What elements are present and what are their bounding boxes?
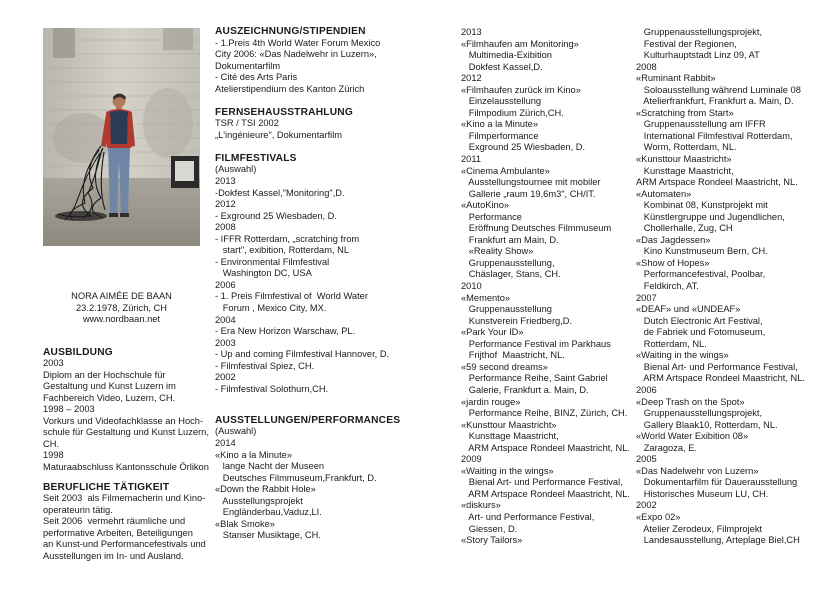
text-line: Kunsttage Maastricht,	[636, 165, 734, 176]
text-line: 2010	[461, 281, 482, 292]
artist-name: NORA AIMÉE DE BAAN	[71, 291, 172, 301]
text-line: Kulturhauptstadt Linz 09, AT	[636, 50, 760, 61]
text-line: Multimedia-Exibition	[461, 50, 552, 61]
text-line: «Waiting in the wings»	[461, 465, 554, 476]
text-line: - Era New Horizon Warschaw, PL.	[215, 326, 356, 337]
text-line: Festival der Regionen,	[636, 38, 737, 49]
text-line: - Cité des Arts Paris	[215, 72, 298, 83]
text-line: Chollerhalle, Zug, CH	[636, 223, 733, 234]
text-line: Galerie, Frankfurt a. Main, D.	[461, 384, 589, 395]
website-link[interactable]: www.nordbaan.net	[82, 314, 160, 325]
spacer	[215, 395, 400, 407]
text-line: (Auswahl)	[215, 426, 257, 437]
column-awards-festivals	[215, 26, 400, 542]
text-line: 1998 – 2003	[43, 404, 95, 415]
text-line: Gruppenausstellung am IFFR	[636, 119, 766, 130]
text-line: Forum , Mexico City, MX.	[215, 303, 327, 314]
text-line: «Story Tailors»	[461, 535, 523, 546]
text-line: «Blak Smoke»	[215, 518, 275, 529]
text-line: Feldkirch, AT.	[636, 281, 699, 292]
text-line: Seit 2003 als Filmemacherin und Kino-	[43, 493, 206, 504]
birth-info: 23.2.1978, Zürich, CH	[76, 302, 167, 313]
text-line: 2011	[461, 154, 481, 165]
text-line: «Waiting in the wings»	[636, 350, 729, 361]
text-line: Engländerbau,Vaduz,LI.	[215, 507, 322, 518]
text-line: TSR / TSI 2002	[215, 118, 279, 129]
text-line: Seit 2006 vermehrt räumliche und	[43, 516, 186, 527]
text-line: de Fabriek und Fotomuseum,	[636, 327, 766, 338]
spacer	[43, 474, 209, 482]
text-line: 2006	[636, 384, 657, 395]
text-line: Deutsches Filmmuseum,Frankfurt, D.	[215, 472, 377, 483]
text-line: Bienal Art- und Performance Festival,	[461, 477, 623, 488]
text-line: Frijthof Maastricht, NL.	[461, 350, 565, 361]
section-heading: AUSZEICHNUNG/STIPENDIEN	[215, 26, 366, 37]
text-line: - Filmfestival Spiez, CH.	[215, 360, 315, 371]
text-line: Frankfurt am Main, D.	[461, 234, 559, 245]
text-line: - Exground 25 Wiesbaden, D.	[215, 210, 337, 221]
text-line: Diplom an der Hochschule für	[43, 369, 166, 380]
text-line: 2013	[215, 176, 236, 187]
text-line: 2013	[461, 27, 482, 37]
text-line: lange Nacht der Museen	[215, 461, 325, 472]
text-line: Filmperformance	[461, 130, 539, 141]
text-line: CH.	[43, 438, 60, 449]
text-line: ARM Artspace Rondeel Maastricht, NL.	[636, 177, 798, 188]
text-line: «Kino a la Minute»	[461, 119, 539, 130]
text-line: Künstlergruppe und Jugendlichen,	[636, 211, 785, 222]
text-line: ARM Artspace Rondeel Maastricht, NL.	[636, 373, 805, 384]
text-line: «Automaten»	[636, 188, 692, 199]
text-line: «Filmhaufen zurück im Kino»	[461, 84, 581, 95]
text-line: Washington DC, USA	[215, 268, 312, 279]
text-line: performative Arbeiten, Beteiligungen	[43, 527, 193, 538]
text-line: Atelier Zerodeux, Filmprojekt	[636, 523, 763, 534]
section-heading: AUSSTELLUNGEN/PERFORMANCES	[215, 414, 401, 426]
text-line: (Auswahl)	[215, 164, 257, 175]
text-line: Performance Reihe, BINZ, Zürich, CH.	[461, 408, 628, 419]
text-line: 2003	[215, 337, 236, 348]
text-line: ARM Artspace Rondeel Maastricht, NL.	[461, 442, 630, 453]
text-line: Performance	[461, 211, 522, 222]
section-heading: AUSBILDUNG	[43, 346, 113, 358]
text-line: Worm, Rotterdam, NL.	[636, 142, 737, 153]
text-line: - 1.Preis 4th World Water Forum Mexico	[215, 37, 381, 48]
section-heading: FILMFESTIVALS	[215, 152, 297, 164]
text-line: Historisches Museum LU, CH.	[636, 488, 769, 499]
text-line: 2003	[43, 358, 64, 369]
text-line: Performance Reihe, Saint Gabriel	[461, 373, 608, 384]
text-line: Filmpodium Zürich,CH.	[461, 107, 564, 118]
text-line: Gestaltung und Kunst Luzern im	[43, 381, 176, 392]
text-line: «Das Nadelwehr von Luzern»	[636, 465, 759, 476]
text-line: Soloausstellung während Luminale 08	[636, 84, 801, 95]
text-line: «Memento»	[461, 292, 511, 303]
text-line: Stanser Musiktage, CH.	[215, 530, 321, 541]
text-line: «Reality Show»	[461, 246, 534, 257]
text-line: - IFFR Rotterdam, „scratching from	[215, 233, 360, 244]
text-line: International Filmfestival Rotterdam,	[636, 130, 793, 141]
text-line: «AutoKino»	[461, 200, 510, 211]
text-line: 2007	[636, 292, 657, 303]
profile-block	[43, 291, 200, 326]
column-exhibitions-1	[461, 27, 630, 547]
spacer	[215, 141, 400, 153]
text-line: 2009	[461, 454, 482, 465]
text-line: ARM Artspace Rondeel Maastricht, NL.	[461, 488, 630, 499]
text-line: Gallerie „raum 19,6m3", CH/IT.	[461, 188, 596, 199]
text-line: Gruppenausstellung	[461, 304, 552, 315]
text-line: Ausstellungen im In- und Ausland.	[43, 550, 184, 561]
text-line: Kino Kunstmuseum Bern, CH.	[636, 246, 768, 257]
text-line: Dokumentarfilm	[215, 60, 281, 71]
text-line: «World Water Exibition 08»	[636, 431, 749, 442]
text-line: «Park Your ID»	[461, 327, 524, 338]
text-line: «59 second dreams»	[461, 361, 548, 372]
text-line: 2012	[215, 199, 236, 210]
text-line: 1998	[43, 450, 64, 461]
text-line: Rotterdam, NL.	[636, 338, 707, 349]
text-line: Kunsttage Maastricht,	[461, 431, 559, 442]
text-line: - Environmental Filmfestival	[215, 256, 330, 267]
text-line: 2004	[215, 314, 236, 325]
text-line: City 2006: «Das Nadelwehr in Luzern»,	[215, 49, 377, 60]
section-heading: FERNSEHAUSSTRAHLUNG	[215, 106, 353, 118]
text-line: 2005	[636, 454, 657, 465]
text-line: Dokfest Kassel,D.	[461, 61, 543, 72]
text-line: «Expo 02»	[636, 511, 681, 522]
text-line: «jardin rouge»	[461, 396, 521, 407]
text-line: Performance Festival im Parkhaus	[461, 338, 611, 349]
text-line: Kombinat 08, Kunstprojekt mit	[636, 200, 768, 211]
text-line: «Das Jagdessen»	[636, 234, 711, 245]
text-line: «Kunsttour Maastricht»	[636, 154, 732, 165]
text-line: Dokumentarfilm für Dauerausstellung	[636, 477, 798, 488]
text-line: - Up and coming Filmfestival Hannover, D.	[215, 349, 390, 360]
text-line: Gallery Blaak10, Rotterdam, NL.	[636, 419, 778, 430]
text-line: Kunstverein Friedberg,D.	[461, 315, 573, 326]
text-line: 2002	[215, 372, 236, 383]
text-line: Chäslager, Stans, CH.	[461, 269, 561, 280]
text-line: operateurin tätig.	[43, 504, 113, 515]
text-line: «Deep Trash on the Spot»	[636, 396, 745, 407]
text-line: Fachbereich Video, Luzern, CH.	[43, 392, 176, 403]
text-line: Atelierstipendium des Kanton Zürich	[215, 83, 365, 94]
text-line: - Filmfestival Solothurn,CH.	[215, 383, 329, 394]
text-line: «Scratching from Start»	[636, 107, 734, 118]
text-line: 2006	[215, 279, 236, 290]
column-exhibitions-2	[636, 27, 805, 547]
text-line: Gruppenausstellung,	[461, 257, 555, 268]
text-line: an Kunst-und Performancefestivals und	[43, 539, 206, 550]
text-line: «diskurs»	[461, 500, 501, 511]
text-line: Gruppenausstellungsprojekt,	[636, 408, 763, 419]
spacer	[215, 95, 400, 107]
text-line: Art- und Performance Festival,	[461, 511, 595, 522]
text-line: Landesausstellung, Arteplage Biel,CH	[636, 535, 800, 546]
text-line: Gruppenausstellungsprojekt,	[636, 27, 763, 37]
column-education	[43, 335, 209, 562]
text-line: Vorkurs und Videofachklasse an Hoch-	[43, 415, 204, 426]
text-line: „L'ingénieure", Dokumentarfilm	[215, 129, 343, 140]
text-line: Dutch Electronic Art Festival,	[636, 315, 763, 326]
section-heading: BERUFLICHE TÄTIGKEIT	[43, 481, 170, 493]
text-line: start", exibition, Rotterdam, NL	[215, 245, 350, 256]
text-line: Maturaabschluss Kantonsschule Örlikon	[43, 461, 209, 472]
text-line: 2014	[215, 438, 236, 448]
text-line: 2002	[636, 500, 657, 511]
text-line: Performancefestival, Poolbar,	[636, 269, 766, 280]
spacer	[43, 335, 209, 347]
text-line: «Cinema Ambulante»	[461, 165, 550, 176]
text-line: Zaragoza, E.	[636, 442, 697, 453]
text-line: Bienal Art- und Performance Festival,	[636, 361, 798, 372]
text-line: Einzelausstellung	[461, 96, 542, 107]
text-line: «Ruminant Rabbit»	[636, 73, 716, 84]
text-line: Exground 25 Wiesbaden, D.	[461, 142, 586, 153]
text-line: - 1. Preis Filmfestival of World Water	[215, 291, 368, 302]
text-line: Atelierfrankfurt, Frankfurt a. Main, D.	[636, 96, 794, 107]
text-line: «Show of Hopes»	[636, 257, 710, 268]
text-line: «DEAF» und «UNDEAF»	[636, 304, 741, 315]
text-line: «Kunsttour Maastricht»	[461, 419, 557, 430]
spacer	[215, 407, 400, 415]
text-line: 2012	[461, 73, 482, 84]
text-line: -Dokfest Kassel,"Monitoring",D.	[215, 187, 345, 198]
text-line: 2008	[215, 222, 236, 233]
text-line: schule für Gestaltung und Kunst Luzern,	[43, 427, 209, 438]
text-line: «Down the Rabbit Hole»	[215, 484, 316, 495]
text-line: Giessen, D.	[461, 523, 518, 534]
text-line: Eröffnung Deutsches Filmmuseum	[461, 223, 612, 234]
artist-photo	[43, 28, 200, 246]
text-line: Ausstellungsprojekt	[215, 495, 303, 506]
text-line: «Kino a la Minute»	[215, 449, 293, 460]
text-line: «Filmhaufen am Monitoring»	[461, 38, 579, 49]
text-line: 2008	[636, 61, 657, 72]
text-line: Ausstellungstournee mit mobiler	[461, 177, 601, 188]
